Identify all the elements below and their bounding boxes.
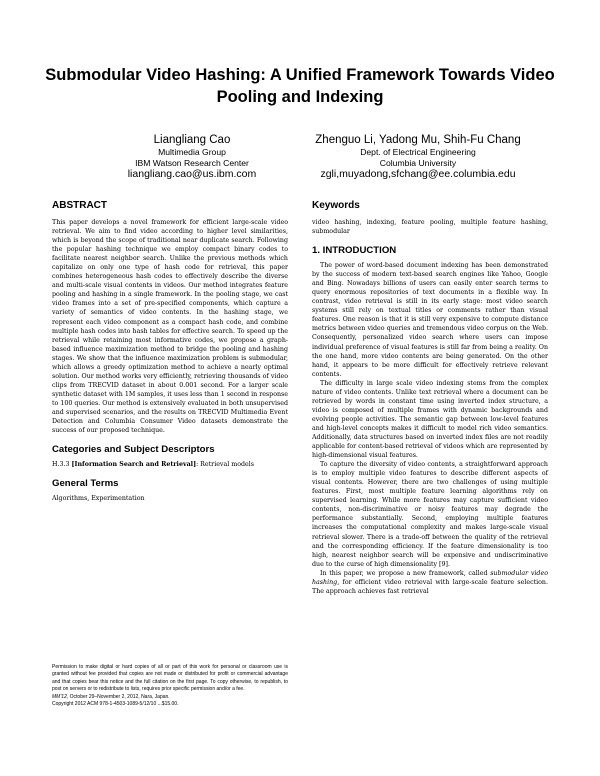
author-email: zgli,muyadong,sfchang@ee.columbia.edu: [320, 168, 516, 180]
introduction-heading: 1. INTRODUCTION: [312, 245, 397, 257]
categories-heading: Categories and Subject Descriptors: [52, 444, 215, 456]
intro-p4-start: In this paper, we propose a new framework, called: [320, 569, 491, 577]
keywords-text: video hashing, indexing, feature pooling, multiple feature hashing, submodular: [312, 219, 548, 236]
permission-text: Permission to make digital or hard copies of all or part of this work for personal or classroom use is granted without fee provided that copies are not made or distributed for profit or commercial advantage and that copies bear this notice and the full citation on the first page. To copy otherwise, to republish, to post on servers or to redistribute to lists, requires prior specific permission and/or a fee.: [52, 664, 288, 693]
intro-paragraph-2: The difficulty in large scale video indexing stems from the complex nature of video contents. Unlike text retrieval where a document can be retrieved by words in constant time using inverted index structure, a video is composed of multiple frames with dynamic backgrounds and evolving people activities. The semantic gap between low-level features and high-level concepts makes it difficult to model rich video semantics. Additionally, data structures based on inverted index files are not readily applicable for content-based retrieval of videos which are represented by high-dimensional visual features.: [312, 379, 548, 460]
keywords-heading: Keywords: [312, 200, 360, 211]
author-affiliation-line: Multimedia Group: [158, 147, 226, 157]
category-rest: : Retrieval models: [196, 461, 255, 469]
general-terms-heading: General Terms: [52, 478, 119, 490]
left-column: [52, 200, 288, 503]
author-name: Liangliang Cao: [153, 134, 231, 146]
intro-p4-emphasis: submodular video hashing: [312, 569, 548, 586]
abstract-heading: ABSTRACT: [52, 200, 107, 211]
author-email: liangliang.cao@us.ibm.com: [127, 168, 257, 180]
intro-paragraph-3: To capture the diversity of video contents, a straightforward approach is to employ multiple video features to describe different aspects of visual contents. However, there are two challenges of using multiple features. First, most multiple feature learning algorithms rely on supervised learning. While more features may capture sufficient video contents, non-discriminative or noisy features may degrade the performance substantially. Second, employing multiple features increases the computational complexity and makes large-scale visual retrieval slower. There is a trade-off between the quality of the retrieval and the corresponding efficiency. If the feature dimensionality is too high, nearest neighbor search will be expensive and undiscriminative due to the curse of high dimensionality [9].: [312, 461, 548, 568]
paper-title: Submodular Video Hashing: A Unified Framework Towards Video Pooling and Indexing: [45, 66, 555, 106]
author-affiliation-line: Columbia University: [379, 157, 457, 168]
permission-notice: [52, 664, 288, 708]
general-terms-text: Algorithms, Experimentation: [52, 495, 145, 503]
author-block-1: [82, 134, 302, 180]
author-block-2: [288, 134, 548, 180]
intro-p4-end: , for efficient video retrieval with large-scale feature selection. The approach achieves fast retrieval: [312, 578, 548, 595]
category-bold: [Information Search and Retrieval]: [71, 461, 197, 469]
author-affiliation-line: IBM Watson Research Center: [135, 157, 249, 168]
abstract-text: This paper develops a novel framework for efficient large-scale video retrieval. We aim to find video according to higher level similarities, which is beyond the scope of traditional near duplicate search. Following the popular hashing technique we employ compact binary codes to facilitate nearest neighbor search. Unlike the previous methods which capitalize on only one type of hash code for retrieval, this paper combines heterogeneous hash codes to effectively describe the diverse and multi-scale visual contents in videos. Our method integrates feature pooling and hashing in a single framework. In the pooling stage, we cast video frames into a set of pre-specified components, which capture a variety of semantics of video contents. In the hashing stage, we represent each video component as a compact hash code, and combine multiple hash codes into hash tables for effective search. To speed up the retrieval while retaining most informative codes, we propose a graph-based influence maximization method to bridge the pooling and hashing stages. We show that the influence maximization problem is submodular, which allows a greedy optimization method to achieve a nearly optimal solution. Our method works very efficiently, retrieving thousands of video clips from TRECVID dataset in about 0.001 second. For a larger scale synthetic dataset with 1M samples, it uses less than 1 second in response to 100 queries. Our method is extensively evaluated in both unsupervised and supervised scenarios, and the results on TRECVID Multimedia Event Detection and Columbia Consumer Video datasets demonstrate the success of our proposed technique.: [52, 219, 288, 435]
copyright-line: Copyright 2012 ACM 978-1-4503-1089-5/12/10 ...$15.00.: [52, 701, 179, 708]
right-column: [312, 200, 548, 596]
venue-details: October 29–November 2, 2012, Nara, Japan.: [68, 693, 170, 700]
author-name: Zhenguo Li, Yadong Mu, Shih-Fu Chang: [315, 134, 521, 146]
intro-paragraph-1: The power of word-based document indexing has been demonstrated by the success of modern text-based search engines like Yahoo, Google and Bing. Nowadays billions of users can easily enter search terms to query enormous repositories of text documents in a flexible way. In contrast, video retrieval is still in its early stage: most video search systems still rely on textual titles or comments rather than visual features. One reason is that it is still very expensive to compute distance metrics between video queries and tremendous video corpus on the Web. Consequently, personalized video search where users can impose individual preference of visual features is still far from being a reality. On the one hand, more video contents are being generated. On the other hand, it appears to be more difficult for effectively retrieve relevant contents.: [312, 262, 548, 378]
category-code: H.3.3: [52, 461, 70, 469]
venue-name: MM'12,: [52, 693, 69, 700]
intro-paragraph-4: [312, 569, 548, 596]
categories-text: [52, 460, 288, 469]
author-affiliation-line: Dept. of Electrical Engineering: [360, 147, 476, 157]
